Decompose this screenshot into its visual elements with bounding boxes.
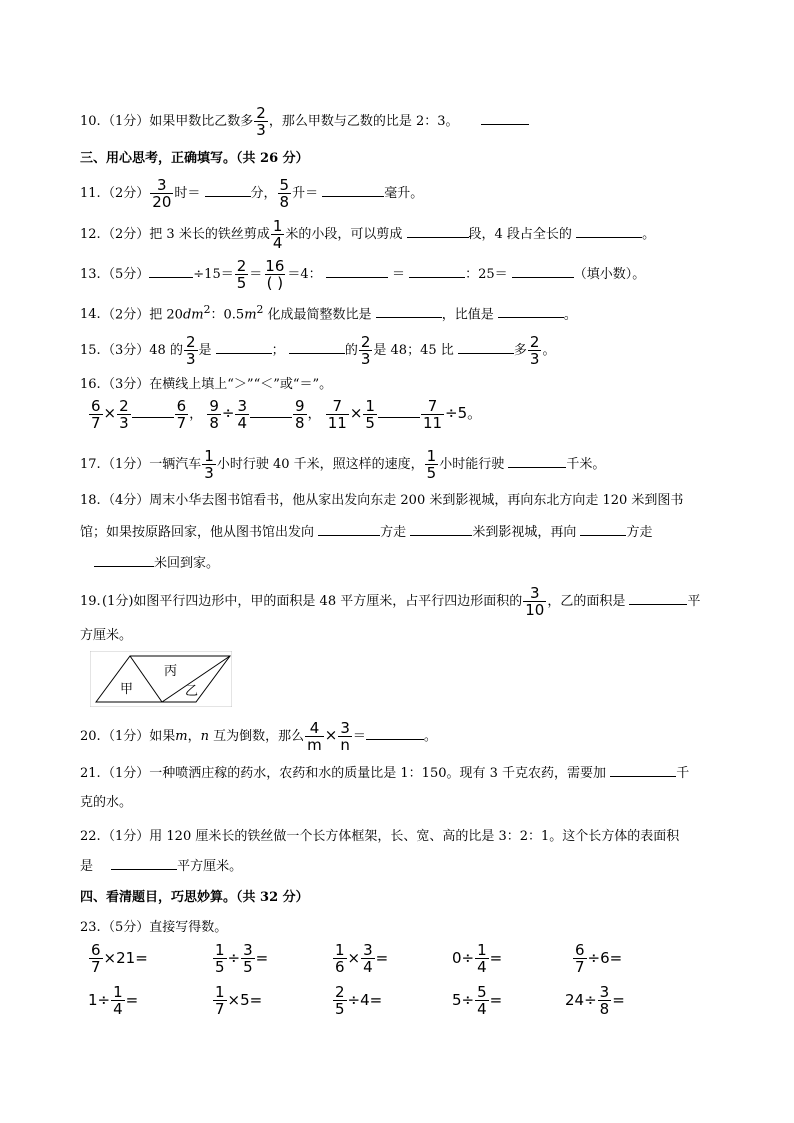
- calc-item: [572, 942, 622, 975]
- numerator: 2: [529, 333, 540, 351]
- text: 如果: [149, 729, 176, 744]
- calc-item: [332, 984, 382, 1017]
- operator: ×: [347, 949, 361, 967]
- text: 米到影视城，再向: [472, 525, 577, 540]
- text: =: [255, 949, 269, 967]
- unit: m: [244, 307, 257, 323]
- text: 平: [687, 594, 701, 609]
- answer-blank[interactable]: [576, 225, 642, 238]
- denominator: 5: [215, 958, 225, 976]
- text: 毫升。: [384, 186, 424, 201]
- denominator: 3: [360, 350, 371, 368]
- question-22-line2: [80, 855, 242, 874]
- question-number: 21.: [80, 766, 101, 781]
- denominator: 7: [91, 958, 101, 976]
- question-number: 18.: [80, 493, 101, 508]
- text: （填小数）。: [573, 267, 646, 282]
- question-number: 19.: [80, 594, 101, 609]
- text: 如果甲数比乙数多: [149, 114, 254, 129]
- denominator: 8: [279, 193, 290, 211]
- fraction: [207, 398, 221, 431]
- text: 千: [676, 766, 690, 781]
- numerator: 2: [335, 983, 345, 1001]
- denominator: 3: [204, 464, 214, 482]
- fraction: [271, 218, 285, 251]
- answer-blank[interactable]: [378, 405, 420, 418]
- text: 如图平行四边形中，甲的面积是 48 平方厘米，占平行四边形面积的: [133, 594, 523, 609]
- text: 的: [344, 343, 358, 358]
- fraction: [241, 942, 255, 975]
- question-16: [80, 373, 332, 392]
- denominator: 4: [477, 1000, 487, 1018]
- calc-item: [88, 942, 148, 975]
- points: （2分）: [102, 186, 150, 201]
- denominator: 3: [185, 350, 196, 368]
- text: 把 3 米长的铁丝剪成: [149, 227, 270, 242]
- numerator: 1: [204, 447, 214, 465]
- numerator: 6: [91, 397, 101, 415]
- question-number: 17.: [80, 457, 101, 472]
- text: 是 48；45 比: [373, 343, 454, 358]
- text: 千米。: [566, 457, 606, 472]
- question-21: [80, 762, 689, 781]
- question-18: [80, 489, 683, 508]
- numerator: 6: [575, 941, 585, 959]
- numerator: 9: [295, 397, 305, 415]
- points: （1分）: [102, 114, 150, 129]
- text: 一辆汽车: [149, 457, 202, 472]
- answer-blank[interactable]: [498, 305, 564, 318]
- denominator: 7: [575, 958, 585, 976]
- text: 米回到家。: [154, 556, 220, 571]
- fraction: [235, 398, 249, 431]
- text: =: [125, 991, 139, 1009]
- operator: ÷: [221, 404, 235, 422]
- numerator: 7: [332, 397, 343, 415]
- answer-blank[interactable]: [250, 405, 292, 418]
- text: 把 20: [149, 307, 183, 323]
- calc-item: [452, 984, 502, 1017]
- text: 在横线上填上“＞”“＜”或“＝”。: [149, 377, 333, 392]
- text: 升＝: [292, 186, 319, 201]
- variable: m: [175, 729, 188, 744]
- fraction: [333, 942, 347, 975]
- fraction: [89, 942, 103, 975]
- denominator: 11: [422, 414, 443, 432]
- text: 。: [542, 343, 556, 358]
- points: （1分）: [102, 766, 150, 781]
- denominator: 5: [365, 414, 375, 432]
- numerator: 5: [477, 983, 487, 1001]
- fraction: [598, 984, 612, 1017]
- fraction: [421, 398, 444, 431]
- text: 是: [198, 343, 212, 358]
- fraction: [117, 398, 131, 431]
- text: 5÷: [452, 991, 475, 1009]
- text: ÷15＝: [193, 267, 234, 282]
- numerator: 7: [427, 397, 438, 415]
- answer-blank[interactable]: [512, 265, 574, 278]
- question-number: 23.: [80, 920, 101, 935]
- text: 平方厘米。: [177, 859, 243, 874]
- numerator: 1: [365, 397, 375, 415]
- text: ＝4：: [287, 267, 322, 282]
- text: ：0.5: [210, 307, 245, 323]
- text: ，乙的面积是: [547, 594, 626, 609]
- text: ，比值是: [441, 307, 494, 323]
- calc-item: [565, 984, 625, 1017]
- answer-blank[interactable]: [407, 225, 469, 238]
- text: 0÷: [452, 949, 475, 967]
- fraction: [359, 334, 373, 367]
- numerator: 1: [426, 447, 437, 465]
- label-yi: 乙: [185, 684, 199, 699]
- text: 小时能行驶: [439, 457, 505, 472]
- fraction: [202, 448, 216, 481]
- question-number: 11.: [80, 186, 101, 201]
- question-number: 14.: [80, 307, 101, 323]
- denominator: n: [340, 736, 350, 754]
- numerator: 2: [236, 257, 247, 275]
- text: 方走: [626, 525, 653, 540]
- fraction: [254, 105, 268, 138]
- text: 方走: [380, 525, 407, 540]
- points: （5分）: [102, 920, 150, 935]
- answer-blank[interactable]: [216, 341, 272, 354]
- fraction: [111, 984, 125, 1017]
- denominator: 11: [327, 414, 347, 432]
- answer-blank[interactable]: [322, 184, 384, 197]
- question-23: [80, 916, 227, 935]
- answer-blank[interactable]: [458, 341, 514, 354]
- points: （3分）: [102, 377, 150, 392]
- text: 直接写得数。: [149, 920, 228, 935]
- text: =: [375, 949, 389, 967]
- text: 米的小段，可以剪成: [285, 227, 403, 242]
- numerator: 1: [113, 983, 123, 1001]
- fraction: [361, 942, 375, 975]
- denominator: ( ): [266, 274, 284, 292]
- fraction: [528, 334, 542, 367]
- operator: ×: [103, 404, 117, 422]
- denominator: m: [307, 736, 322, 754]
- text: ÷4=: [347, 991, 383, 1009]
- text: 时＝: [174, 186, 201, 201]
- text: 24÷: [565, 991, 597, 1009]
- points: (1分): [102, 594, 134, 609]
- answer-blank[interactable]: [326, 265, 388, 278]
- denominator: 7: [176, 414, 187, 432]
- text: 用 120 厘米长的铁丝做一个长方体框架，长、宽、高的比是 3：2：1。这个长方体的表面积: [149, 829, 680, 844]
- answer-blank[interactable]: [410, 523, 472, 536]
- variable: n: [200, 729, 210, 744]
- question-21-line2: 克的水。: [80, 795, 133, 810]
- question-17: [80, 448, 605, 481]
- text: ÷5。: [445, 404, 483, 422]
- numerator: 1: [272, 217, 283, 235]
- question-number: 10.: [80, 114, 101, 129]
- fraction: [363, 398, 377, 431]
- denominator: 3: [119, 414, 129, 432]
- calc-item: [88, 984, 138, 1017]
- calc-item: [212, 984, 262, 1017]
- text: =: [489, 991, 503, 1009]
- calc-item: [212, 942, 268, 975]
- numerator: 6: [91, 941, 101, 959]
- question-20: [80, 720, 437, 753]
- numerator: 3: [599, 983, 610, 1001]
- fraction: [175, 398, 189, 431]
- answer-blank[interactable]: [366, 727, 424, 740]
- answer-blank[interactable]: [376, 305, 442, 318]
- fraction: [573, 942, 587, 975]
- numerator: 1: [215, 983, 225, 1001]
- text: ，那么甲数与乙数的比是 2：3。: [268, 114, 459, 129]
- text: =: [612, 991, 625, 1009]
- points: （4分）: [102, 493, 150, 508]
- numerator: 4: [309, 719, 320, 737]
- points: （3分）: [102, 343, 150, 358]
- fraction: [89, 398, 103, 431]
- text: 小时行驶 40 千米，照这样的速度，: [216, 457, 424, 472]
- text: ，: [187, 729, 201, 744]
- denominator: 7: [91, 414, 101, 432]
- question-22: [80, 825, 679, 844]
- numerator: 1: [215, 941, 225, 959]
- fraction: [213, 942, 227, 975]
- question-10: [80, 105, 529, 138]
- numerator: 3: [157, 176, 167, 194]
- numerator: 16: [265, 257, 285, 275]
- label-bing: 丙: [164, 664, 178, 679]
- denominator: 4: [477, 958, 487, 976]
- text: ：25＝: [465, 267, 508, 282]
- question-number: 16.: [80, 377, 101, 392]
- text: 1÷: [88, 991, 111, 1009]
- operator: ÷: [227, 949, 241, 967]
- numerator: 5: [279, 176, 290, 194]
- question-number: 20.: [80, 729, 101, 744]
- numerator: 2: [256, 104, 266, 122]
- section-title: 四、看清题目，巧思妙算。（共 32 分）: [80, 890, 309, 905]
- answer-blank[interactable]: [149, 265, 193, 278]
- text: 。: [423, 729, 437, 744]
- fraction: [278, 177, 292, 210]
- calc-item: [452, 942, 502, 975]
- parallelogram-figure: [90, 651, 232, 707]
- answer-blank[interactable]: [94, 554, 154, 567]
- numerator: 2: [119, 397, 129, 415]
- question-13: [80, 258, 645, 291]
- text: 。: [642, 227, 656, 242]
- text: ×5=: [227, 991, 263, 1009]
- answer-blank[interactable]: [289, 341, 345, 354]
- text: ＝: [249, 267, 263, 282]
- question-19: [80, 585, 701, 618]
- answer-blank[interactable]: [580, 523, 626, 536]
- superscript: 2: [203, 303, 211, 316]
- fraction: [305, 720, 324, 753]
- fraction: [263, 258, 286, 291]
- denominator: 7: [215, 1000, 225, 1018]
- text: 48 的: [149, 343, 183, 358]
- text: 一种喷洒庄稼的药水，农药和水的质量比是 1：150。现有 3 千克农药，需要加: [149, 766, 607, 781]
- numerator: 3: [363, 941, 373, 959]
- fraction: [293, 398, 307, 431]
- numerator: 1: [477, 941, 487, 959]
- section-title: 三、用心思考，正确填写。（共 26 分）: [80, 151, 309, 166]
- question-11: [80, 177, 423, 210]
- denominator: 8: [295, 414, 305, 432]
- fraction: [326, 398, 349, 431]
- unit: dm: [182, 307, 204, 323]
- denominator: 4: [363, 958, 373, 976]
- denominator: 8: [209, 414, 219, 432]
- fraction: [425, 448, 439, 481]
- denominator: 8: [599, 1000, 610, 1018]
- fraction: [338, 720, 352, 753]
- text: ；: [271, 343, 285, 358]
- text: 周末小华去图书馆看书，他从家出发向东走 200 米到影视城，再向东北方向走 120 米到图书: [149, 493, 684, 508]
- numerator: 3: [340, 719, 350, 737]
- denominator: 4: [113, 1000, 123, 1018]
- text: 是: [80, 859, 94, 874]
- denominator: 4: [272, 234, 283, 252]
- text: 互为倒数，那么: [209, 729, 305, 744]
- fraction: [475, 984, 489, 1017]
- question-number: 13.: [80, 267, 101, 282]
- points: （1分）: [102, 729, 150, 744]
- points: （1分）: [102, 829, 150, 844]
- points: （5分）: [102, 267, 150, 282]
- points: （2分）: [102, 307, 150, 323]
- operator: ×: [349, 404, 363, 422]
- fraction: [184, 334, 198, 367]
- question-number: 15.: [80, 343, 101, 358]
- answer-blank[interactable]: [111, 857, 177, 870]
- fraction: [333, 984, 347, 1017]
- numerator: 6: [176, 397, 187, 415]
- numerator: 2: [185, 333, 196, 351]
- question-19-line2: 方厘米。: [80, 628, 133, 643]
- denominator: 3: [256, 121, 266, 139]
- text: 化成最简整数比是: [263, 307, 372, 323]
- denominator: 4: [237, 414, 248, 432]
- answer-blank[interactable]: [318, 523, 380, 536]
- denominator: 10: [525, 601, 545, 619]
- question-15: [80, 334, 555, 367]
- text: 段，4 段占全长的: [468, 227, 572, 242]
- label-jia: 甲: [120, 682, 134, 697]
- fraction: [150, 177, 173, 210]
- answer-blank[interactable]: [508, 455, 566, 468]
- question-16-comparisons: $\frac{6}{7}$ × $\frac{2}{3}$ $\frac{6}{7}$ ， $\frac{9}{8}$ ÷ $\frac{3}{4}$ $\frac{9}{8}$ ， $\frac{7}{11}$ × $\frac{1}{5}$ $\frac{7}{11}$ ÷5。: [91, 397, 483, 432]
- text: 多: [513, 343, 527, 358]
- question-number: 22.: [80, 829, 101, 844]
- superscript: 2: [256, 303, 264, 316]
- denominator: 3: [529, 350, 540, 368]
- answer-blank[interactable]: [205, 184, 251, 197]
- answer-blank[interactable]: [610, 764, 676, 777]
- answer-blank[interactable]: [481, 112, 529, 125]
- numerator: 9: [209, 397, 219, 415]
- points: （2分）: [102, 227, 150, 242]
- question-18-line2: [80, 521, 652, 540]
- fraction: [235, 258, 249, 291]
- question-12: [80, 218, 655, 251]
- text: =: [489, 949, 503, 967]
- numerator: 3: [530, 584, 540, 602]
- numerator: 1: [335, 941, 345, 959]
- denominator: 5: [243, 958, 253, 976]
- numerator: 3: [243, 941, 253, 959]
- text: ＝: [391, 267, 405, 282]
- calc-item: [332, 942, 388, 975]
- fraction: [523, 585, 546, 618]
- text: ＝: [352, 729, 366, 744]
- question-number: 12.: [80, 227, 101, 242]
- fraction: [475, 942, 489, 975]
- denominator: 20: [152, 193, 172, 211]
- denominator: 5: [426, 464, 437, 482]
- points: （1分）: [102, 457, 150, 472]
- operator: ×: [324, 726, 338, 744]
- denominator: 5: [335, 1000, 345, 1018]
- text: 分，: [250, 186, 277, 201]
- denominator: 5: [236, 274, 247, 292]
- text: 馆；如果按原路回家，他从图书馆出发向: [80, 525, 315, 540]
- text: ÷6=: [587, 949, 623, 967]
- question-18-line3: [80, 552, 219, 571]
- answer-blank[interactable]: [132, 405, 174, 418]
- denominator: 6: [335, 958, 345, 976]
- answer-blank[interactable]: [629, 592, 687, 605]
- fraction: [213, 984, 227, 1017]
- figure-frame: [90, 651, 232, 707]
- numerator: 2: [360, 333, 371, 351]
- text: 。: [563, 307, 577, 323]
- answer-blank[interactable]: [409, 265, 465, 278]
- text: ×21=: [103, 949, 148, 967]
- question-14: [80, 303, 577, 322]
- numerator: 3: [237, 397, 248, 415]
